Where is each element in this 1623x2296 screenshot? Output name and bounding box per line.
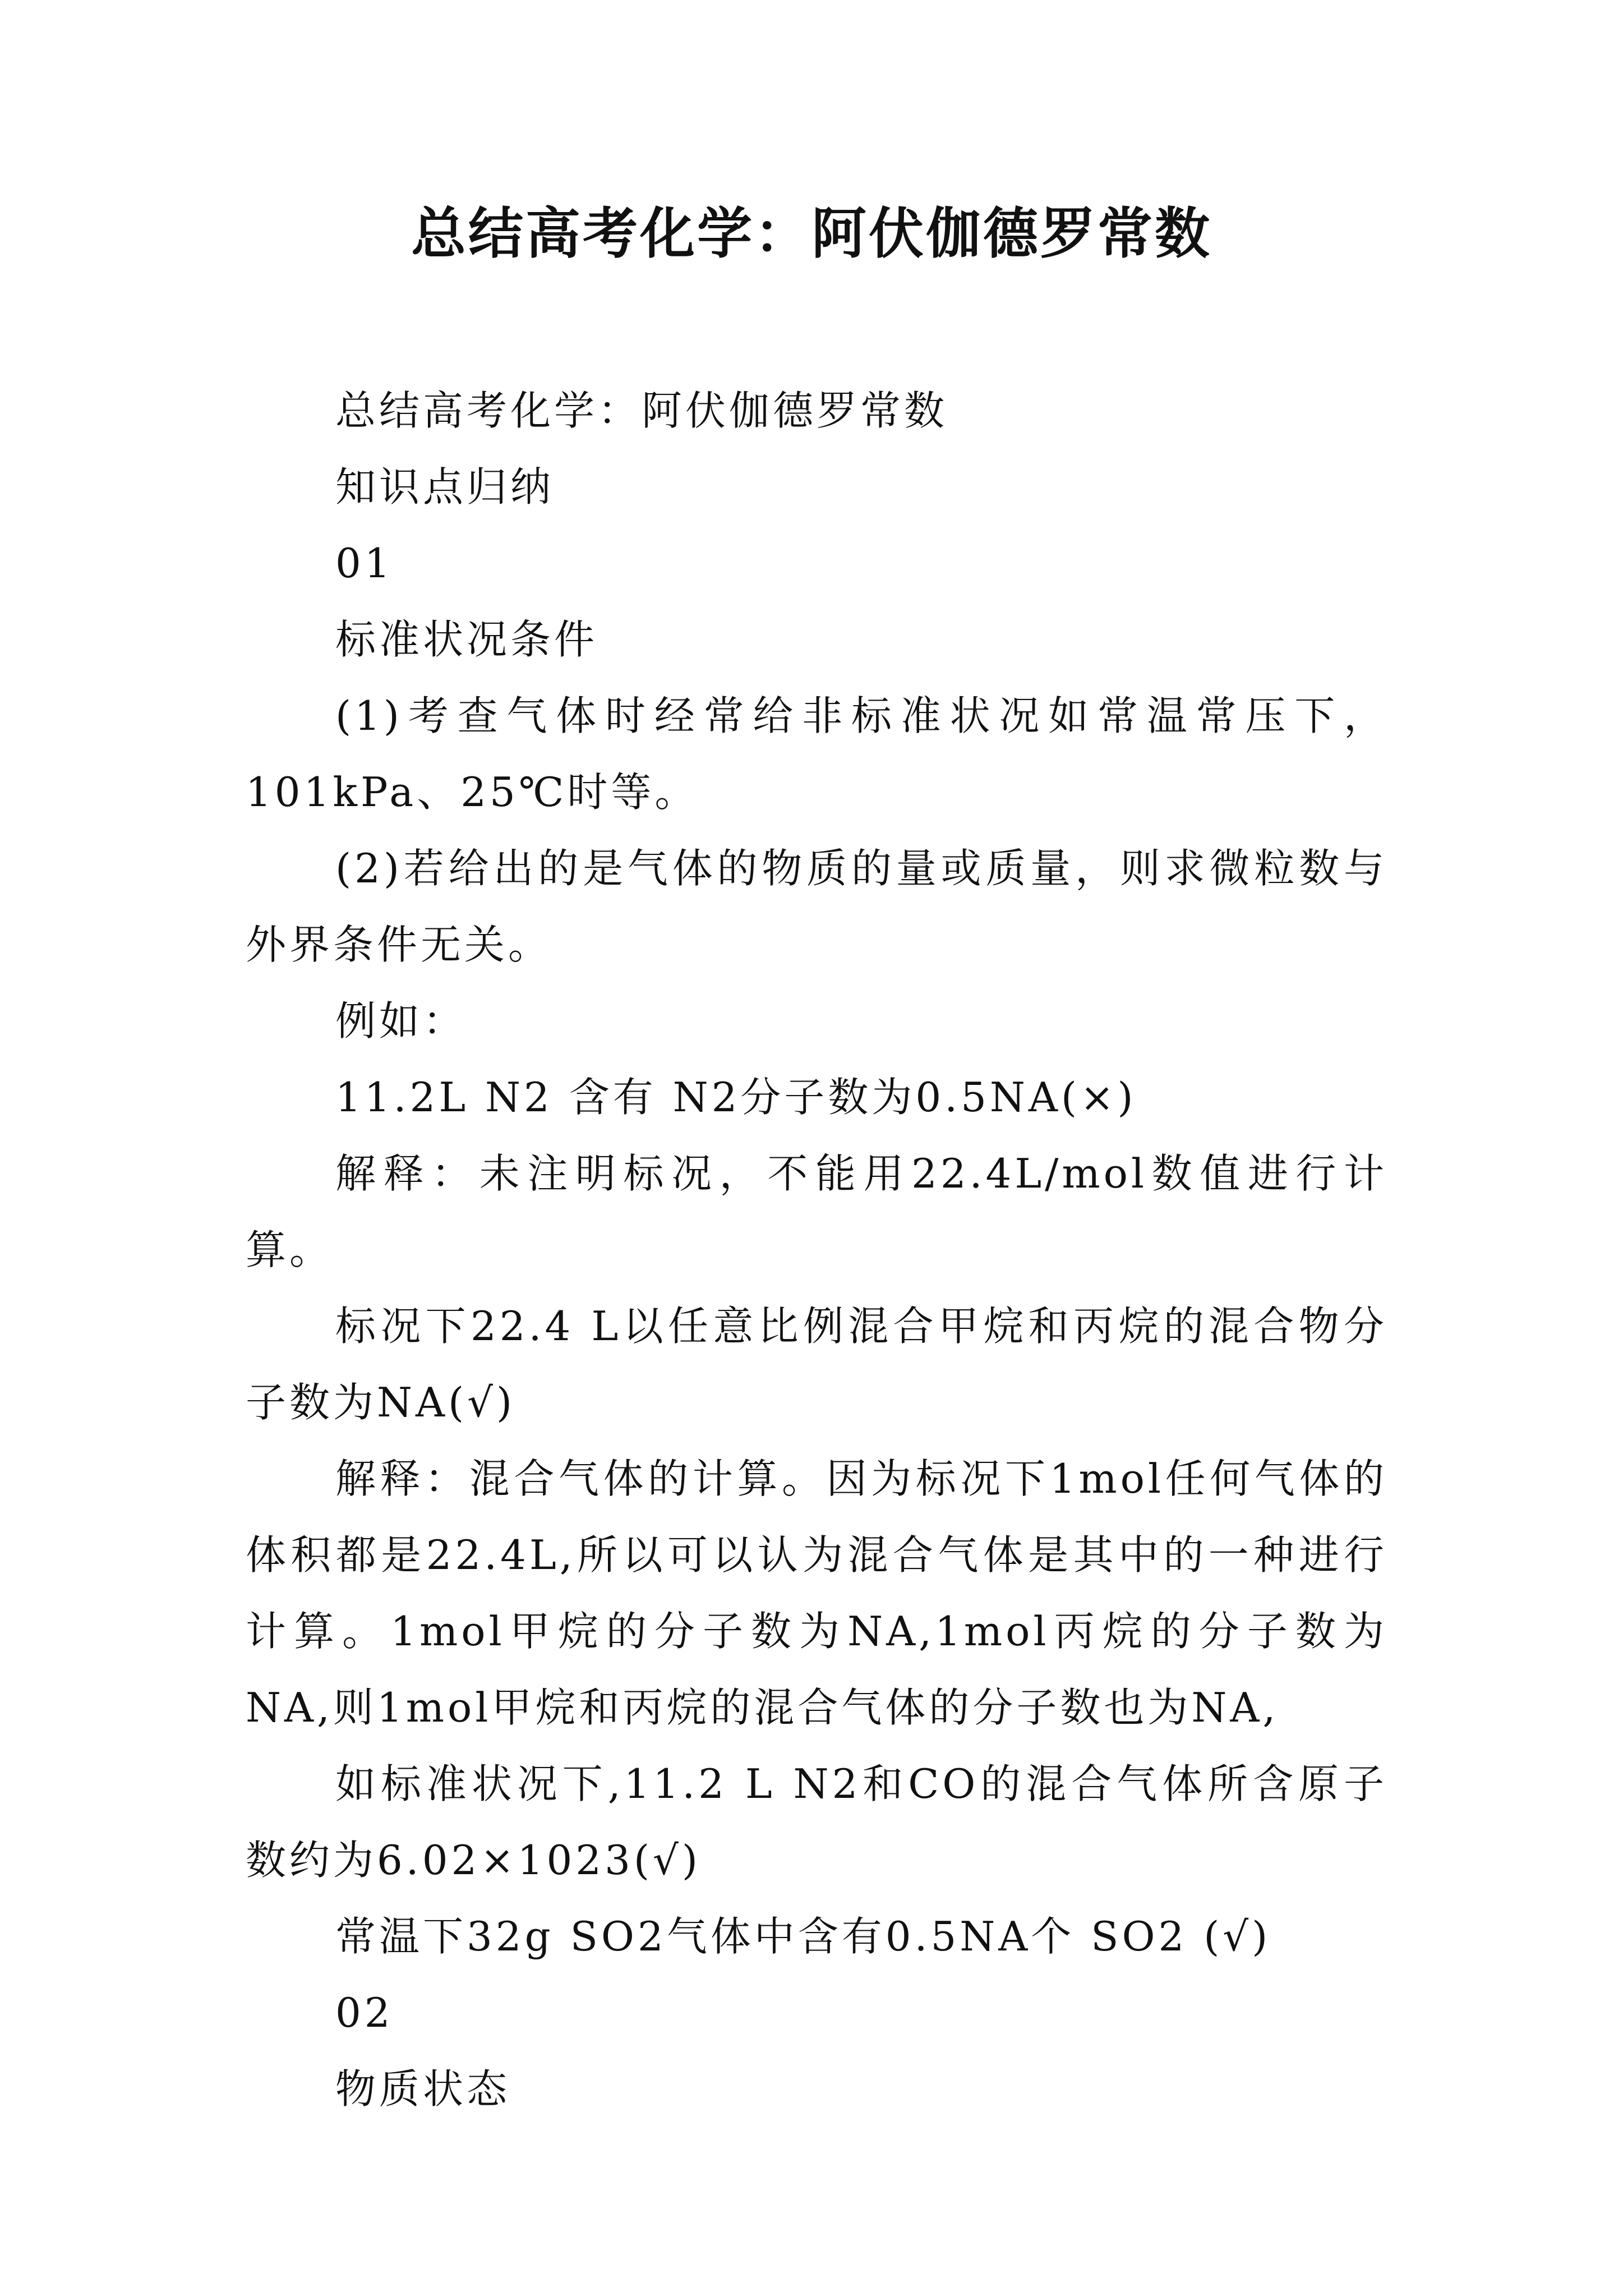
document-body — [246, 372, 1387, 2127]
paragraph: 解释：未注明标况，不能用22.4L/mol数值进行计算。 — [246, 1150, 1387, 1273]
paragraph: 标况下22.4 L以任意比例混合甲烷和丙烷的混合物分子数为NA(√) — [246, 1303, 1387, 1426]
paragraph-section-number: 01 — [335, 540, 394, 587]
paragraph-section-title: 标准状况条件 — [335, 616, 598, 663]
paragraph: 11.2L N2 含有 N2分子数为0.5NA(×) — [335, 1074, 1137, 1121]
paragraph-section-number: 02 — [335, 1989, 394, 2036]
paragraph: 常温下32g SO2气体中含有0.5NA个 SO2 (√) — [335, 1913, 1271, 1960]
document-title: 总结高考化学：阿伏伽德罗常数 — [411, 201, 1212, 266]
paragraph: 如标准状况下,11.2 L N2和CO的混合气体所含原子数约为6.02×1023(√) — [246, 1760, 1387, 1884]
paragraph-section-title: 物质状态 — [335, 2065, 511, 2113]
paragraph: 解释：混合气体的计算。因为标况下1mol任何气体的体积都是22.4L,所以可以认为混合气体是其中的一种进行计算。1mol甲烷的分子数为NA,1mol丙烷的分子数为NA,则1mol甲烷和丙烷的混合气体的分子数也为NA, — [246, 1455, 1387, 1731]
paragraph: (1)考查气体时经常给非标准状况如常温常压下，101kPa、25℃时等。 — [246, 692, 1387, 816]
paragraph-subtitle: 总结高考化学：阿伏伽德罗常数 — [335, 387, 948, 434]
paragraph: 例如： — [335, 997, 467, 1045]
paragraph: (2)若给出的是气体的物质的量或质量，则求微粒数与外界条件无关。 — [246, 845, 1387, 968]
paragraph-section-heading: 知识点归纳 — [335, 463, 555, 510]
